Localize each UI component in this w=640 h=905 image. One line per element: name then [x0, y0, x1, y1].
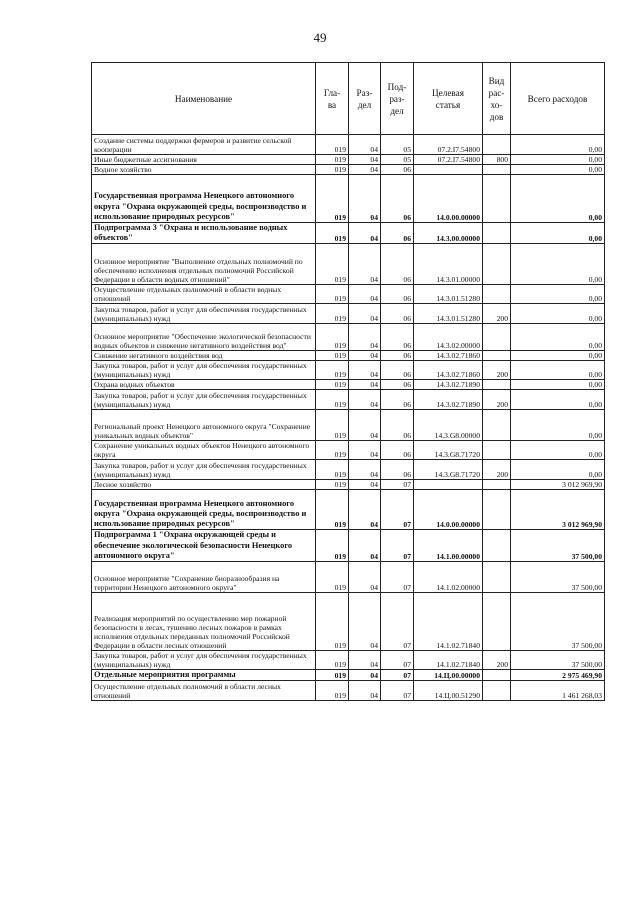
row-vid — [483, 670, 511, 681]
row-glava: 019 — [316, 490, 349, 530]
row-podrazdel: 06 — [381, 361, 414, 380]
row-glava: 019 — [316, 530, 349, 562]
row-podrazdel: 06 — [381, 441, 414, 460]
row-name: Подпрограмма 3 "Охрана и использование водных объектов" — [92, 223, 316, 244]
row-podrazdel: 06 — [381, 351, 414, 361]
row-target: 14.3.01.51280 — [414, 285, 483, 304]
row-glava: 019 — [316, 361, 349, 380]
row-glava: 019 — [316, 390, 349, 410]
row-glava: 019 — [316, 351, 349, 361]
row-podrazdel: 06 — [381, 244, 414, 285]
row-vid: 200 — [483, 304, 511, 324]
row-podrazdel: 06 — [381, 304, 414, 324]
table-row — [92, 324, 605, 351]
row-total: 0,00 — [511, 155, 605, 165]
row-vid — [483, 324, 511, 351]
header-name: Наименование — [92, 63, 316, 135]
row-total: 0,00 — [511, 410, 605, 441]
row-total: 0,00 — [511, 441, 605, 460]
row-total: 0,00 — [511, 285, 605, 304]
row-glava: 019 — [316, 175, 349, 223]
table-row — [92, 480, 605, 490]
row-razdel: 04 — [349, 441, 381, 460]
row-razdel: 04 — [349, 351, 381, 361]
row-podrazdel: 05 — [381, 155, 414, 165]
row-podrazdel: 06 — [381, 165, 414, 175]
row-name: Закупка товаров, работ и услуг для обеспечения государственных (муниципальных) нужд — [92, 460, 316, 480]
row-total: 3 012 969,90 — [511, 480, 605, 490]
table-row — [92, 223, 605, 244]
row-glava: 019 — [316, 460, 349, 480]
row-razdel: 04 — [349, 244, 381, 285]
row-total: 37 500,00 — [511, 530, 605, 562]
row-vid — [483, 223, 511, 244]
row-name: Лесное хозяйство — [92, 480, 316, 490]
table-row — [92, 155, 605, 165]
row-target: 14.Ц.00.51290 — [414, 681, 483, 701]
row-total: 37 500,00 — [511, 562, 605, 593]
header-razdel: Раз- дел — [349, 63, 381, 135]
row-target: 14.0.00.00000 — [414, 490, 483, 530]
row-target: 14.3.02.71860 — [414, 361, 483, 380]
row-target: 14.1.02.00000 — [414, 562, 483, 593]
row-vid — [483, 175, 511, 223]
row-razdel: 04 — [349, 670, 381, 681]
row-target: 14.3.G8.71720 — [414, 460, 483, 480]
row-target: 14.Ц.00.00000 — [414, 670, 483, 681]
table-row — [92, 530, 605, 562]
row-podrazdel: 06 — [381, 285, 414, 304]
row-glava: 019 — [316, 244, 349, 285]
table-row — [92, 593, 605, 651]
row-podrazdel: 07 — [381, 490, 414, 530]
row-razdel: 04 — [349, 490, 381, 530]
row-glava: 019 — [316, 562, 349, 593]
row-name: Создание системы поддержки фермеров и развитие сельской кооперации — [92, 135, 316, 155]
row-target: 07.2.I7.54800 — [414, 155, 483, 165]
row-name: Закупка товаров, работ и услуг для обеспечения государственных (муниципальных) нужд — [92, 651, 316, 670]
row-razdel: 04 — [349, 135, 381, 155]
row-target: 14.1.02.71840 — [414, 651, 483, 670]
row-razdel: 04 — [349, 681, 381, 701]
row-name: Закупка товаров, работ и услуг для обеспечения государственных (муниципальных) нужд — [92, 304, 316, 324]
row-podrazdel: 06 — [381, 324, 414, 351]
row-target: 14.3.G8.71720 — [414, 441, 483, 460]
row-podrazdel: 06 — [381, 410, 414, 441]
row-name: Водное хозяйство — [92, 165, 316, 175]
table-row — [92, 410, 605, 441]
row-razdel: 04 — [349, 562, 381, 593]
row-razdel: 04 — [349, 380, 381, 390]
row-podrazdel: 06 — [381, 380, 414, 390]
row-name: Снижение негативного воздействия вод — [92, 351, 316, 361]
row-target: 14.3.00.00000 — [414, 223, 483, 244]
row-glava: 019 — [316, 155, 349, 165]
table-row — [92, 390, 605, 410]
row-glava: 019 — [316, 670, 349, 681]
row-vid: 200 — [483, 651, 511, 670]
row-target — [414, 480, 483, 490]
row-razdel: 04 — [349, 480, 381, 490]
row-target: 14.3.G8.00000 — [414, 410, 483, 441]
row-razdel: 04 — [349, 593, 381, 651]
row-vid: 200 — [483, 361, 511, 380]
row-vid — [483, 351, 511, 361]
row-razdel: 04 — [349, 175, 381, 223]
row-total: 0,00 — [511, 361, 605, 380]
row-glava: 019 — [316, 223, 349, 244]
row-podrazdel: 07 — [381, 530, 414, 562]
row-name: Подпрограмма 1 "Охрана окружающей среды и обеспечение экологической безопасности Ненецкого автономного округа" — [92, 530, 316, 562]
row-vid — [483, 562, 511, 593]
row-total: 0,00 — [511, 304, 605, 324]
row-podrazdel: 07 — [381, 593, 414, 651]
row-total: 0,00 — [511, 165, 605, 175]
row-name: Региональный проект Ненецкого автономного округа "Сохранение уникальных водных объектов" — [92, 410, 316, 441]
row-total: 37 500,00 — [511, 593, 605, 651]
row-vid — [483, 285, 511, 304]
row-target: 14.3.01.00000 — [414, 244, 483, 285]
row-podrazdel: 06 — [381, 175, 414, 223]
row-total: 0,00 — [511, 351, 605, 361]
row-name: Реализация мероприятий по осуществлению мер пожарной безопасности в лесах, тушению лесных пожаров в рамках исполнения отдельных переданных полномочий Российской Федерации в области лесных отношений — [92, 593, 316, 651]
row-razdel: 04 — [349, 155, 381, 165]
row-name: Осуществление отдельных полномочий в области лесных отношений — [92, 681, 316, 701]
table-row — [92, 681, 605, 701]
header-glava: Гла- ва — [316, 63, 349, 135]
row-glava: 019 — [316, 285, 349, 304]
row-razdel: 04 — [349, 324, 381, 351]
row-glava: 019 — [316, 441, 349, 460]
row-total: 37 500,00 — [511, 651, 605, 670]
table-row — [92, 351, 605, 361]
row-name: Иные бюджетные ассигнования — [92, 155, 316, 165]
table-header-row — [92, 63, 605, 135]
row-target: 14.1.00.00000 — [414, 530, 483, 562]
header-total: Всего расходов — [511, 63, 605, 135]
row-razdel: 04 — [349, 410, 381, 441]
row-podrazdel: 05 — [381, 135, 414, 155]
row-target: 14.0.00.00000 — [414, 175, 483, 223]
row-podrazdel: 06 — [381, 390, 414, 410]
row-vid — [483, 165, 511, 175]
row-razdel: 04 — [349, 530, 381, 562]
row-total: 0,00 — [511, 390, 605, 410]
table-row — [92, 361, 605, 380]
table-row — [92, 244, 605, 285]
row-target: 14.3.02.71860 — [414, 351, 483, 361]
table-row — [92, 562, 605, 593]
table-row — [92, 651, 605, 670]
row-vid: 800 — [483, 155, 511, 165]
row-podrazdel: 07 — [381, 670, 414, 681]
row-razdel: 04 — [349, 165, 381, 175]
row-target: 07.2.I7.54800 — [414, 135, 483, 155]
row-glava: 019 — [316, 651, 349, 670]
row-glava: 019 — [316, 380, 349, 390]
header-target: Целевая статья — [414, 63, 483, 135]
row-name: Закупка товаров, работ и услуг для обеспечения государственных (муниципальных) нужд — [92, 390, 316, 410]
table-row — [92, 304, 605, 324]
row-name: Основное мероприятие "Сохранение биоразнообразия на территории Ненецкого автономного округа" — [92, 562, 316, 593]
row-total: 0,00 — [511, 223, 605, 244]
row-name: Отдельные мероприятия программы — [92, 670, 316, 681]
row-total: 0,00 — [511, 244, 605, 285]
row-glava: 019 — [316, 480, 349, 490]
row-name: Осуществление отдельных полномочий в области водных отношений — [92, 285, 316, 304]
table-row — [92, 380, 605, 390]
row-vid — [483, 441, 511, 460]
table-row — [92, 490, 605, 530]
row-glava: 019 — [316, 593, 349, 651]
row-vid — [483, 380, 511, 390]
row-razdel: 04 — [349, 304, 381, 324]
row-podrazdel: 07 — [381, 562, 414, 593]
row-target: 14.3.02.71890 — [414, 390, 483, 410]
row-name: Основное мероприятие "Обеспечение экологической безопасности водных объектов и снижение негативного воздействия вод" — [92, 324, 316, 351]
row-total: 3 012 969,90 — [511, 490, 605, 530]
row-vid — [483, 593, 511, 651]
row-name: Основное мероприятие "Выполнение отдельных полномочий по обеспечению исполнения отдельных полномочий Российской Федерации в области водных отношений" — [92, 244, 316, 285]
row-total: 0,00 — [511, 380, 605, 390]
row-total: 1 461 268,03 — [511, 681, 605, 701]
row-target — [414, 165, 483, 175]
row-podrazdel: 06 — [381, 460, 414, 480]
row-podrazdel: 07 — [381, 681, 414, 701]
row-vid — [483, 135, 511, 155]
row-target: 14.3.02.00000 — [414, 324, 483, 351]
budget-table — [91, 62, 605, 701]
row-name: Закупка товаров, работ и услуг для обеспечения государственных (муниципальных) нужд — [92, 361, 316, 380]
row-target: 14.3.02.71890 — [414, 380, 483, 390]
row-total: 2 975 469,90 — [511, 670, 605, 681]
row-vid — [483, 490, 511, 530]
page-number: 49 — [313, 30, 327, 45]
row-vid: 200 — [483, 460, 511, 480]
row-glava: 019 — [316, 410, 349, 441]
row-podrazdel: 07 — [381, 651, 414, 670]
row-vid — [483, 480, 511, 490]
row-glava: 019 — [316, 324, 349, 351]
row-glava: 019 — [316, 135, 349, 155]
row-glava: 019 — [316, 165, 349, 175]
row-total: 0,00 — [511, 324, 605, 351]
row-razdel: 04 — [349, 361, 381, 380]
row-total: 0,00 — [511, 460, 605, 480]
row-name: Государственная программа Ненецкого автономного округа "Охрана окружающей среды, воспроизводство и использование природных ресурсов" — [92, 490, 316, 530]
table-row — [92, 165, 605, 175]
row-vid — [483, 681, 511, 701]
table-row — [92, 135, 605, 155]
row-razdel: 04 — [349, 460, 381, 480]
row-vid — [483, 410, 511, 441]
row-vid — [483, 244, 511, 285]
row-razdel: 04 — [349, 285, 381, 304]
row-podrazdel: 07 — [381, 480, 414, 490]
table-row — [92, 441, 605, 460]
header-podrazdel: Под- раз- дел — [381, 63, 414, 135]
row-podrazdel: 06 — [381, 223, 414, 244]
row-razdel: 04 — [349, 223, 381, 244]
row-target: 14.1.02.71840 — [414, 593, 483, 651]
row-vid: 200 — [483, 390, 511, 410]
table-row — [92, 670, 605, 681]
row-razdel: 04 — [349, 651, 381, 670]
row-glava: 019 — [316, 681, 349, 701]
row-name: Сохранение уникальных водных объектов Ненецкого автономного округа — [92, 441, 316, 460]
row-total: 0,00 — [511, 135, 605, 155]
row-name: Государственная программа Ненецкого автономного округа "Охрана окружающей среды, воспроизводство и использование природных ресурсов" — [92, 175, 316, 223]
table-row — [92, 175, 605, 223]
row-total: 0,00 — [511, 175, 605, 223]
row-target: 14.3.01.51280 — [414, 304, 483, 324]
table-row — [92, 285, 605, 304]
row-razdel: 04 — [349, 390, 381, 410]
row-vid — [483, 530, 511, 562]
row-name: Охрана водных объектов — [92, 380, 316, 390]
header-vid: Вид рас- хо- дов — [483, 63, 511, 135]
table-row — [92, 460, 605, 480]
row-glava: 019 — [316, 304, 349, 324]
table-body — [92, 135, 605, 701]
